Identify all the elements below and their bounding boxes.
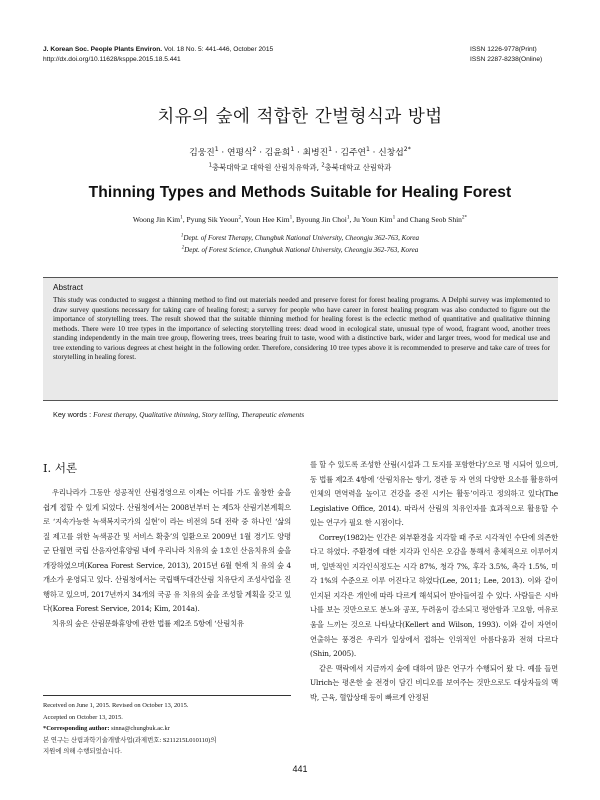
author-korean: 신창섭 <box>378 148 404 158</box>
section-heading-introduction: Ⅰ. 서론 <box>43 461 78 475</box>
issn-print: ISSN 1226-9778(Print) <box>470 46 537 53</box>
author-separator: · <box>294 148 303 158</box>
author-separator: · <box>256 148 265 158</box>
body-column-right <box>310 458 558 705</box>
affiliation-english <box>0 232 600 256</box>
author-separator: and <box>395 215 410 224</box>
author-affiliation-mark: 1 <box>290 146 295 154</box>
author-korean: 김윤희 <box>264 148 291 158</box>
author-korean: 연평식 <box>227 148 253 158</box>
journal-header <box>43 45 273 65</box>
author-separator: · <box>369 148 379 158</box>
author-english: Byoung Jin Choi <box>296 215 347 224</box>
author-separator: · <box>218 148 228 158</box>
authors-english <box>0 215 600 224</box>
author-affiliation-mark: 1 <box>392 214 396 221</box>
author-affiliation-mark: 2 <box>238 214 242 221</box>
keywords <box>53 410 553 419</box>
funding-note-1: 본 연구는 산림과학기술개발사업(과제번호: S211215L010110)의 <box>43 736 217 744</box>
author-affiliation-mark: 1 <box>365 146 370 154</box>
author-affiliation-mark: 2* <box>461 214 468 221</box>
author-separator: , <box>349 215 354 224</box>
funding-note-2: 지원에 의해 수행되었습니다. <box>43 748 122 755</box>
author-affiliation-mark: 1 <box>180 214 183 221</box>
author-email[interactable]: sinna@chungbuk.ac.kr <box>111 725 170 732</box>
footnote-separator <box>43 695 291 696</box>
author-korean: 최병진 <box>302 148 329 158</box>
journal-name: J. Korean Soc. People Plants Environ. <box>43 46 163 53</box>
author-affiliation-mark: 1 <box>328 146 333 154</box>
paragraph: 를 할 수 있도록 조성한 산림(시설과 그 토지를 포함한다)’으로 명 시되어 있으며, 동 법률 제2조 4항에 ‘산림치유는 향기, 경관 등 자 연의 다양한 요소를 활용하여 인체의 면역력을 높이고 건강을 증진 시키는 활동’이라고 정의하고 있다(The Legislative Office, 2014). 따라서 산림의 치유인자를 효과적으로 활용할 수 있는 연구가 필요 한 시점이다. <box>310 460 558 528</box>
author-korean: 김주연 <box>340 148 366 158</box>
author-affiliation-mark: 1 <box>346 214 350 221</box>
abstract-text: This study was conducted to suggest a thinning method to find out materials needed and preserve forest for forest healing programs. A Delphi survey was implemented to draw survey questions necessary for taking care of healing forest; a survey for people who have career in forest healing program was also conducted to figure out the importance of storytelling trees. The result showed that the suitable thinning method for healing forest is the eclectic method of quantitative and qualitative thinning methods. There were 10 tree types in the importance of selecting storytelling trees: dead wood in ecological state, unusual type of wood, fragrant wood, another trees standing independently in the main tree group, flowering trees, trees bearing fruit to taste, wood with a distinctive bark, wider and larger trees, wood for medical use and tree extending to various degrees at chest height in the following order. Therefore, considering 10 tree types above it is recommended to preserve and take care of trees for storytelling in healing forest. <box>53 296 550 362</box>
journal-issue: Vol. 18 No. 5: 441-446, October 2015 <box>163 46 274 53</box>
affiliation-korean: $^1$충북대학교 대학원 산림치유학과, $^2$충북대학교 산림학과 <box>208 162 392 172</box>
author-affiliation-mark: 2* <box>403 146 411 154</box>
author-english: Chang Seob Shin <box>409 215 462 224</box>
page-number: 441 <box>292 764 308 774</box>
author-korean: 김웅진 <box>189 148 215 158</box>
title-english: Thinning Types and Methods Suitable for Healing Forest <box>88 184 512 201</box>
author-english: Ju Youn Kim <box>353 215 393 224</box>
affiliation-2: $^2$Dept. of Forest Science, Chungbuk National University, Cheongju 362-763, Korea <box>181 245 419 254</box>
authors-korean <box>0 145 600 158</box>
body-column-left <box>43 486 291 631</box>
author-separator: , <box>292 215 296 224</box>
author-affiliation-mark: 1 <box>214 146 219 154</box>
author-english: Youn Hee Kim <box>244 215 290 224</box>
affiliation-1: $^1$Dept. of Forest Therapy, Chungbuk National University, Cheongju 362-763, Korea <box>180 233 420 242</box>
accepted-date: Accepted on October 13, 2015. <box>43 713 123 721</box>
keywords-label: Key words : <box>53 410 94 419</box>
author-english: Woong Jin Kim <box>132 215 181 224</box>
received-date: Received on June 1, 2015. Revised on October 13, 2015. <box>43 702 189 709</box>
paragraph: 우리나라가 그동안 성공적인 산림경영으로 이제는 어디를 가도 울창한 숲을 쉽게 접할 수 있게 되었다. 산림청에서는 2008년부터 는 제5차 산림기본계획으로 ‘지속가능한 녹색복지국가의 실현’이 라는 비전의 5대 전략 중 하나인 ‘삶의 질 제고를 위한 녹색공간 및 서비스 확충’의 일환으로 2009년 1월 경기도 양평군 단월면 국립 산음자연휴양림 내에 우리나라 치유의 숲 1호인 산음치유의 숲을 개장하였으며(Korea Forest Service, 2013), 2015년 6월 현재 치 유의 숲 4개소가 운영되고 있다. 산림청에서는 국립백두대간산림 치유단지 조성사업을 진행하고 있으며, 2017년까지 34개의 국공 유 치유의 숲을 조성할 계획을 갖고 있다(Korea Forest Service, 2014; Kim, 2014a). <box>43 488 291 614</box>
author-affiliation-mark: 2 <box>252 146 257 154</box>
paragraph: Correy(1982)는 인간은 외부환경을 지각할 때 주로 시각적인 수단에 의존한다고 하였다. 주환경에 대한 지각과 인식은 오감을 통해서 총체적으로 이루어지며, 일반적인 지각인식정도는 시각 87%, 청각 7%, 후각 3.5%, 촉각 1.5%, 미각 1%의 수준으로 이루 어진다고 하였다(Lee, 2011; Lee, 2013). 이와 같이 인지된 지각은 개인에 따라 다르게 해석되어 받아들여질 수 있다. 사람들은 시바 나를 보는 것만으로도 분노와 공포, 두려움이 감소되고 평안함과 고요함, 여유로움을 느끼는 것으로 나타났다(Kellert and Wilson, 1993). 이와 같이 자연이 연출하는 풍경은 우리가 일상에서 접하는 인위적인 아름다움과 전혀 다르다(Shin, 2005). <box>310 532 558 659</box>
keywords-value: Forest therapy, Qualitative thinning, Story telling, Therapeutic elements <box>93 410 305 419</box>
author-english: Pyung Sik Yeoun <box>186 215 239 224</box>
issn-online: ISSN 2287-8238(Online) <box>470 56 543 63</box>
paragraph: 치유의 숲은 산림문화휴양에 관한 법률 제2조 5항에 ‘산림치유 <box>52 618 244 628</box>
issn-block <box>470 45 542 65</box>
title-korean: 치유의 숲에 적합한 간벌형식과 방법 <box>157 107 443 127</box>
corresponding-author: *Corresponding author: sinna@chungbuk.ac.kr <box>43 725 170 732</box>
author-affiliation-mark: 1 <box>289 214 293 221</box>
paragraph: 같은 맥락에서 지금까지 숲에 대하여 많은 연구가 수행되어 왔 다. 예를 들면 Ulrich는 평온한 숲 전경이 담긴 비디오를 보여주는 것만으로도 대상자들의 맥박, 근육, 혈압상태 등이 빠르게 안정된 <box>310 663 558 702</box>
author-separator: · <box>332 148 341 158</box>
doi-link[interactable]: http://dx.doi.org/10.11628/ksppe.2015.18.5.441 <box>43 56 181 63</box>
author-separator: , <box>241 215 245 224</box>
author-separator: , <box>182 215 187 224</box>
footnotes <box>43 700 293 758</box>
abstract-heading: Abstract <box>53 283 84 292</box>
